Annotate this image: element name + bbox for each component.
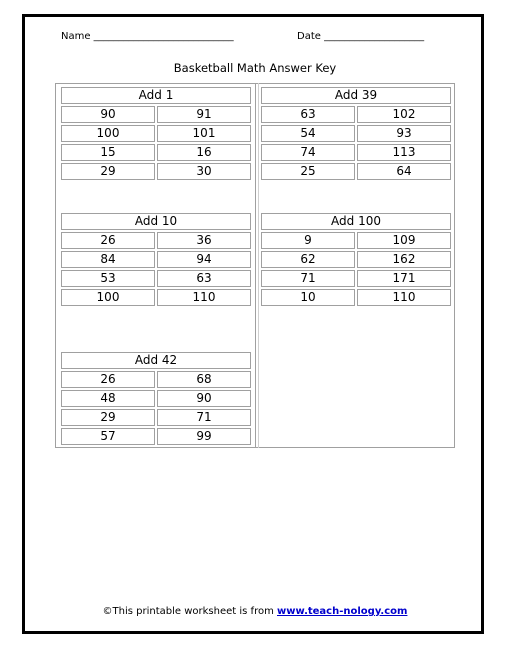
table-row (261, 232, 451, 249)
answer-cell: 109 (357, 232, 451, 249)
table-title: Add 39 (261, 87, 451, 104)
answer-cell: 36 (157, 232, 251, 249)
table-title: Add 10 (61, 213, 251, 230)
table-row (61, 106, 251, 123)
table-row (61, 251, 251, 268)
table-row (61, 289, 251, 306)
problem-cell: 26 (61, 371, 155, 388)
problem-cell: 53 (61, 270, 155, 287)
problem-cell: 10 (261, 289, 355, 306)
answer-cell: 71 (157, 409, 251, 426)
answer-cell: 171 (357, 270, 451, 287)
table-title: Add 42 (61, 352, 251, 369)
answer-table-add-42 (61, 352, 251, 447)
answer-cell: 93 (357, 125, 451, 142)
problem-cell: 25 (261, 163, 355, 180)
problem-cell: 26 (61, 232, 155, 249)
problem-cell: 57 (61, 428, 155, 445)
table-row (261, 125, 451, 142)
problem-cell: 90 (61, 106, 155, 123)
problem-cell: 29 (61, 409, 155, 426)
problem-cell: 29 (61, 163, 155, 180)
table-row (261, 106, 451, 123)
table-row (61, 371, 251, 388)
answer-cell: 16 (157, 144, 251, 161)
column-divider (255, 83, 256, 448)
column-divider-inner (258, 83, 259, 448)
table-row (261, 163, 451, 180)
table-row (61, 125, 251, 142)
table-row (61, 270, 251, 287)
footer-link[interactable]: www.teach-nology.com (277, 606, 408, 617)
problem-cell: 48 (61, 390, 155, 407)
answer-cell: 68 (157, 371, 251, 388)
table-row (61, 163, 251, 180)
name-field-label: Name ____________________________ (61, 31, 234, 42)
answer-table-add-39 (261, 87, 451, 182)
table-row (61, 428, 251, 445)
table-title: Add 1 (61, 87, 251, 104)
answer-cell: 94 (157, 251, 251, 268)
answer-table-add-10 (61, 213, 251, 308)
answer-cell: 63 (157, 270, 251, 287)
date-field-label: Date ____________________ (297, 31, 425, 42)
answer-cell: 101 (157, 125, 251, 142)
answer-cell: 99 (157, 428, 251, 445)
footer-credit (0, 606, 510, 617)
problem-cell: 63 (261, 106, 355, 123)
table-title: Add 100 (261, 213, 451, 230)
answer-cell: 64 (357, 163, 451, 180)
table-row (261, 251, 451, 268)
answer-cell: 30 (157, 163, 251, 180)
answer-cell: 91 (157, 106, 251, 123)
answer-cell: 90 (157, 390, 251, 407)
problem-cell: 100 (61, 125, 155, 142)
problem-cell: 84 (61, 251, 155, 268)
table-row (261, 289, 451, 306)
table-row (61, 390, 251, 407)
table-row (261, 270, 451, 287)
answer-cell: 102 (357, 106, 451, 123)
answer-cell: 110 (357, 289, 451, 306)
answer-table-add-1 (61, 87, 251, 182)
problem-cell: 62 (261, 251, 355, 268)
answer-table-add-100 (261, 213, 451, 308)
problem-cell: 71 (261, 270, 355, 287)
answer-cell: 110 (157, 289, 251, 306)
problem-cell: 100 (61, 289, 155, 306)
table-row (61, 409, 251, 426)
table-row (61, 144, 251, 161)
table-row (61, 232, 251, 249)
problem-cell: 9 (261, 232, 355, 249)
answer-cell: 162 (357, 251, 451, 268)
table-row (261, 144, 451, 161)
problem-cell: 54 (261, 125, 355, 142)
problem-cell: 15 (61, 144, 155, 161)
answer-cell: 113 (357, 144, 451, 161)
problem-cell: 74 (261, 144, 355, 161)
footer-text: ©This printable worksheet is from (102, 606, 277, 617)
page-title: Basketball Math Answer Key (173, 61, 337, 75)
